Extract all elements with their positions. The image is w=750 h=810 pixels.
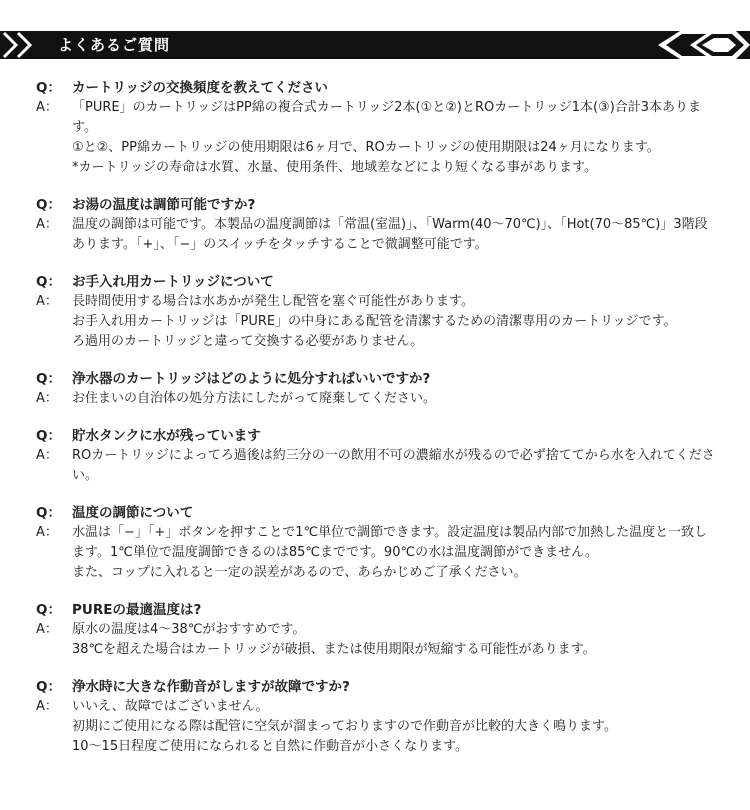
- faq-answer-row: [0, 292, 750, 352]
- answer-line: 38℃を超えた場合はカートリッジが破損、または使用期限が短縮する可能性があります。: [72, 642, 596, 657]
- question-mark-label: Q：: [36, 602, 61, 618]
- faq-answer-row: [0, 389, 750, 409]
- question-mark-label: Q：: [36, 505, 61, 521]
- answer-line: 温度の調節は可能です。本製品の温度調節は「常温(室温)」、「Warm(40〜70℃)」、「Hot(70〜85℃)」3階段あります。「+」、「−」のスイッチをタッチすることで微調整可能です。: [72, 217, 708, 252]
- answer-line: 初期にご使用になる際は配管に空気が溜まっておりますので作動音が比較的大きく鳴ります。: [72, 719, 617, 734]
- faq-question: PUREの最適温度は?: [72, 602, 202, 618]
- answer-line: 長時間使用する場合は水あかが発生し配管を塞ぐ可能性があります。: [72, 294, 474, 309]
- question-mark-label: Q：: [36, 197, 61, 213]
- faq-question-row: [0, 600, 750, 620]
- answer-mark-label: A：: [36, 448, 58, 463]
- answer-line: お手入れ用カートリッジは「PURE」の中身にある配管を清潔するための清潔専用のカートリッジです。: [72, 314, 677, 329]
- faq-question-row: [0, 426, 750, 446]
- faq-question: 貯水タンクに水が残っています: [72, 428, 261, 444]
- double-diamond-chevron-icon: [650, 31, 750, 59]
- answer-mark-label: A：: [36, 525, 58, 540]
- question-mark-label: Q：: [36, 428, 61, 444]
- faq-question-row: [0, 272, 750, 292]
- answer-line: ROカートリッジによってろ過後は約三分の一の飲用不可の濃縮水が残るので必ず捨ててから水を入れてください。: [72, 448, 715, 483]
- faq-item: [0, 78, 750, 178]
- answer-line: ①と②、PP綿カートリッジの使用期限は6ヶ月で、ROカートリッジの使用期限は24ヶ月になります。: [72, 140, 660, 155]
- faq-answer-row: [0, 215, 750, 255]
- faq-question-row: [0, 503, 750, 523]
- answer-mark-label: A：: [36, 100, 58, 115]
- faq-answer-row: [0, 697, 750, 757]
- answer-line: ろ過用のカートリッジと違って交換する必要がありません。: [72, 334, 424, 349]
- faq-answer: [72, 620, 750, 660]
- answer-line: いいえ、故障ではございません。: [72, 699, 269, 714]
- faq-answer-row: [0, 620, 750, 660]
- faq-question-row: [0, 369, 750, 389]
- faq-question: 浄水器のカートリッジはどのように処分すればいいですか?: [72, 371, 431, 387]
- faq-answer-row: [0, 446, 750, 486]
- faq-answer: [72, 697, 750, 757]
- answer-line: 水温は「−」「+」ボタンを押すことで1℃単位で調節できます。設定温度は製品内部で加熱した温度と一致します。1℃単位で温度調節できるのは85℃までです。90℃の水は温度調節ができません。: [72, 525, 708, 560]
- answer-line: お住まいの自治体の処分方法にしたがって廃棄してください。: [72, 391, 437, 406]
- answer-line: 原水の温度は4〜38℃がおすすめです。: [72, 622, 306, 637]
- faq-question: お手入れ用カートリッジについて: [72, 274, 274, 290]
- answer-line: *カートリッジの寿命は水質、水量、使用条件、地域差などにより短くなる事があります。: [72, 160, 597, 175]
- faq-item: [0, 369, 750, 409]
- section-header: [0, 31, 750, 59]
- answer-mark-label: A：: [36, 294, 58, 309]
- question-mark-label: Q：: [36, 679, 61, 695]
- faq-question: 浄水時に大きな作動音がしますが故障ですか?: [72, 679, 350, 695]
- answer-line: また、コップに入れると一定の誤差があるので、あらかじめご了承ください。: [72, 565, 527, 580]
- faq-answer: [72, 389, 750, 409]
- faq-question: カートリッジの交換頻度を教えてください: [72, 80, 328, 96]
- faq-item: [0, 272, 750, 352]
- faq-question: お湯の温度は調節可能ですか?: [72, 197, 256, 213]
- faq-answer: [72, 292, 750, 352]
- faq-question-row: [0, 677, 750, 697]
- faq-item: [0, 600, 750, 660]
- answer-mark-label: A：: [36, 699, 58, 714]
- faq-item: [0, 195, 750, 255]
- faq-answer: [72, 98, 750, 178]
- answer-mark-label: A：: [36, 622, 58, 637]
- answer-line: 10〜15日程度ご使用になられると自然に作動音が小さくなります。: [72, 739, 469, 754]
- answer-mark-label: A：: [36, 391, 58, 406]
- faq-answer-row: [0, 98, 750, 178]
- faq-question-row: [0, 78, 750, 98]
- faq-answer: [72, 215, 750, 255]
- faq-item: [0, 503, 750, 583]
- section-title: よくあるご質問: [58, 36, 171, 54]
- faq-answer-row: [0, 523, 750, 583]
- faq-item: [0, 426, 750, 486]
- double-chevron-right-icon: [0, 31, 48, 59]
- faq-answer: [72, 523, 750, 583]
- answer-line: 「PURE」のカートリッジはPP綿の複合式カートリッジ2本(①と②)とROカートリッジ1本(③)合計3本あります。: [72, 100, 702, 135]
- faq-item: [0, 677, 750, 757]
- faq-question-row: [0, 195, 750, 215]
- faq-answer: [72, 446, 750, 486]
- faq-question: 温度の調節について: [72, 505, 194, 521]
- question-mark-label: Q：: [36, 371, 61, 387]
- question-mark-label: Q：: [36, 274, 61, 290]
- answer-mark-label: A：: [36, 217, 58, 232]
- question-mark-label: Q：: [36, 80, 61, 96]
- faq-list: [0, 78, 750, 774]
